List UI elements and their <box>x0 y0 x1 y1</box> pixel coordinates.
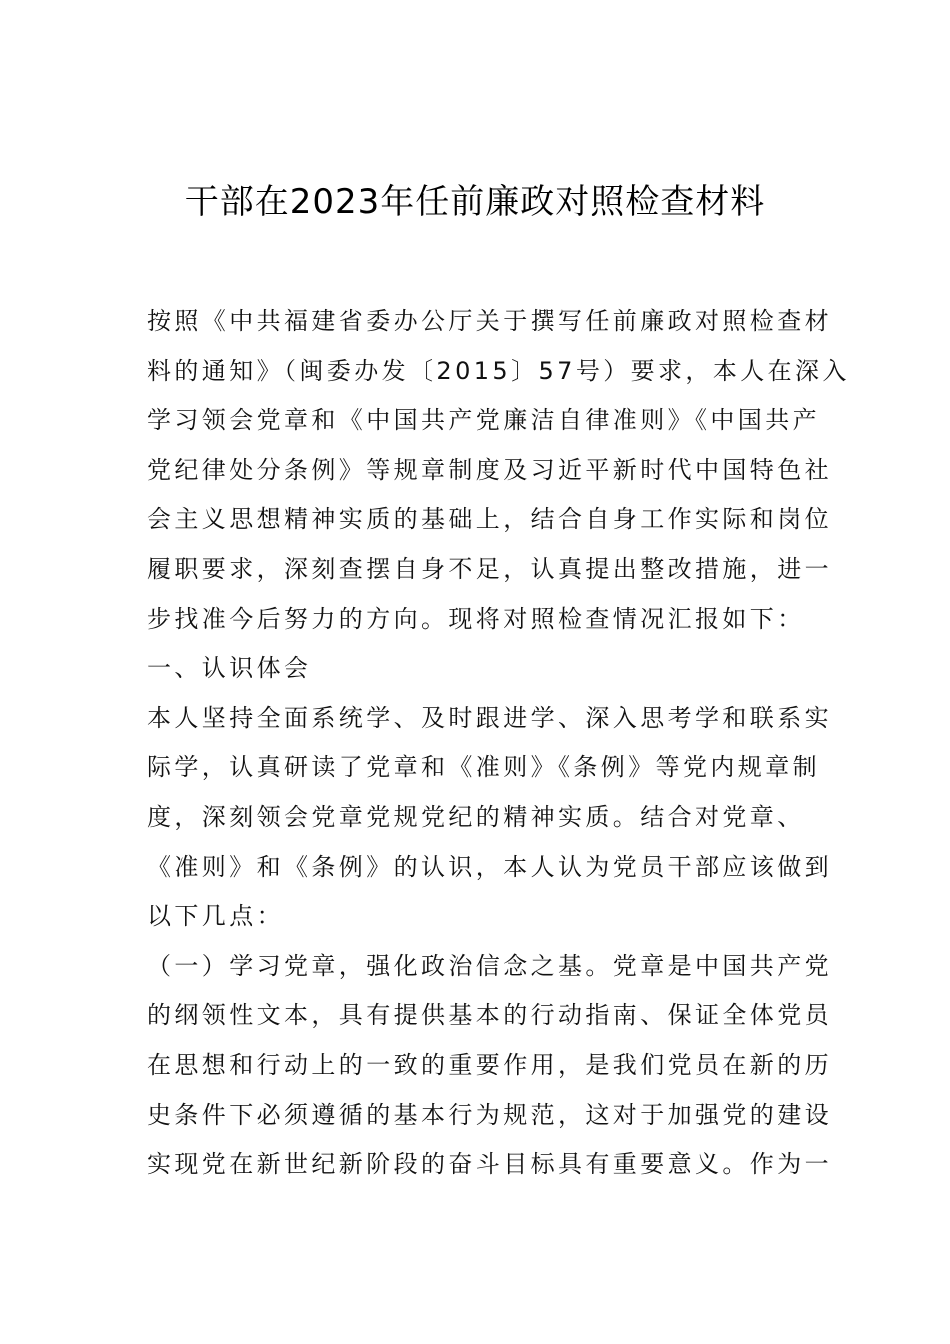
text-line: 际学，认真研读了党章和《准则》《条例》等党内规章制 <box>147 753 820 782</box>
text-line: 《准则》和《条例》的认识，本人认为党员干部应该做到 <box>147 852 832 881</box>
text-line: 度，深刻领会党章党规党纪的精神实质。结合对党章、 <box>147 802 805 831</box>
text-line: 履职要求，深刻查摆自身不足，认真提出整改措施，进一 <box>147 554 832 583</box>
text-line: 的纲领性文本，具有提供基本的行动指南、保证全体党员 <box>147 1001 832 1030</box>
heading-line: 一、认识体会 <box>147 654 312 683</box>
understanding-paragraph <box>147 694 832 942</box>
text-line: 以下几点： <box>147 902 284 931</box>
text-line: 会主义思想精神实质的基础上，结合自身工作实际和岗位 <box>147 505 832 534</box>
text-line: （一）学习党章，强化政治信念之基。党章是中国共产党 <box>147 951 832 980</box>
intro-paragraph <box>147 297 850 644</box>
text-line: 在思想和行动上的一致的重要作用，是我们党员在新的历 <box>147 1050 832 1079</box>
text-line: 实现党在新世纪新阶段的奋斗目标具有重要意义。作为一 <box>147 1150 832 1179</box>
text-line: 党纪律处分条例》等规章制度及习近平新时代中国特色社 <box>147 455 832 484</box>
document-body <box>147 297 850 1190</box>
document-title: 干部在2023年任前廉政对照检查材料 <box>184 181 766 222</box>
text-line: 本人坚持全面系统学、及时跟进学、深入思考学和联系实 <box>147 703 832 732</box>
text-line: 按照《中共福建省委办公厅关于撰写任前廉政对照检查材 <box>147 307 832 335</box>
section-heading <box>147 644 807 694</box>
text-line: 史条件下必须遵循的基本行为规范，这对于加强党的建设 <box>147 1100 832 1129</box>
text-line: 步找准今后努力的方向。现将对照检查情况汇报如下： <box>147 604 805 633</box>
point-one-paragraph <box>147 942 832 1190</box>
text-line: 料的通知》（闽委办发〔2015〕57号）要求，本人在深入 <box>147 356 850 385</box>
text-line: 学习领会党章和《中国共产党廉洁自律准则》《中国共产 <box>147 406 820 435</box>
